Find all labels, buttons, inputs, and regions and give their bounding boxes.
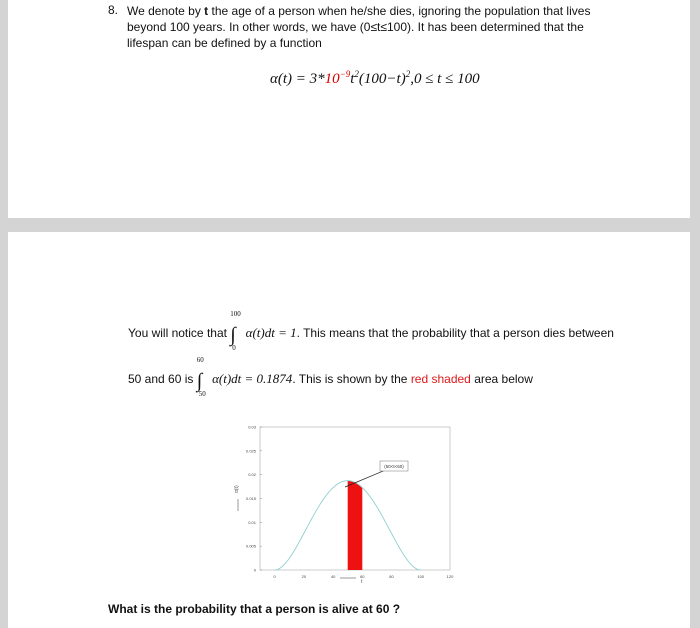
y-tick-label: 0 [253, 567, 256, 573]
annotation-arrow [345, 469, 388, 487]
integral-total-line: You will notice that ∫ 100 0 α(t)dt = 1. This means that the probability that a person dies between [128, 310, 614, 352]
page-edge [0, 0, 8, 218]
integral-sign: ∫ 100 0 [230, 310, 241, 352]
x-tick-label: 100 [417, 574, 425, 579]
question-text: We denote by t the age of a person when he/she dies, ignoring the population that lives beyond 100 years. In other words, we have (0≤t≤100). It has been determined that the lifespan can be defined by a function [127, 4, 591, 50]
integral-range-line: 50 and 60 is ∫ 60 50 α(t)dt = 0.1874. This is shown by the red shaded area below [128, 356, 533, 398]
x-tick-label: 40 [330, 574, 336, 579]
y-tick-label: 0.02 [248, 472, 256, 478]
question-number: 8. [108, 3, 119, 17]
shaded-area [348, 481, 363, 570]
y-tick-label: 0.015 [245, 496, 256, 501]
page-edge [690, 0, 700, 218]
y-tick-label: 0.005 [245, 543, 256, 549]
y-axis-label: α(t) [234, 485, 240, 493]
lifespan-formula: $\alpha(t) = 3*10^{-9}t^2(100-t)^2,0 \le t \le 100$ [270, 69, 480, 87]
x-tick-label: 60 [360, 574, 365, 579]
x-tick-label: 120 [446, 574, 454, 579]
lifespan-chart [228, 415, 458, 585]
page-edge [0, 232, 8, 628]
page-gap [0, 218, 700, 232]
x-axis-label: t [361, 579, 363, 585]
x-tick-label: 0 [273, 574, 276, 579]
annotation-label: (50<t<60) [384, 464, 404, 469]
page-edge [690, 232, 700, 628]
x-tick-label: 20 [301, 574, 307, 579]
final-question: What is the probability that a person is alive at 60 ? [108, 602, 401, 616]
y-tick-label: 0.025 [245, 448, 256, 454]
integral-sign: ∫ 60 50 [196, 356, 206, 398]
x-tick-label: 80 [389, 574, 394, 579]
y-tick-label: 0.03 [248, 424, 256, 430]
y-tick-label: 0.01 [248, 519, 256, 525]
